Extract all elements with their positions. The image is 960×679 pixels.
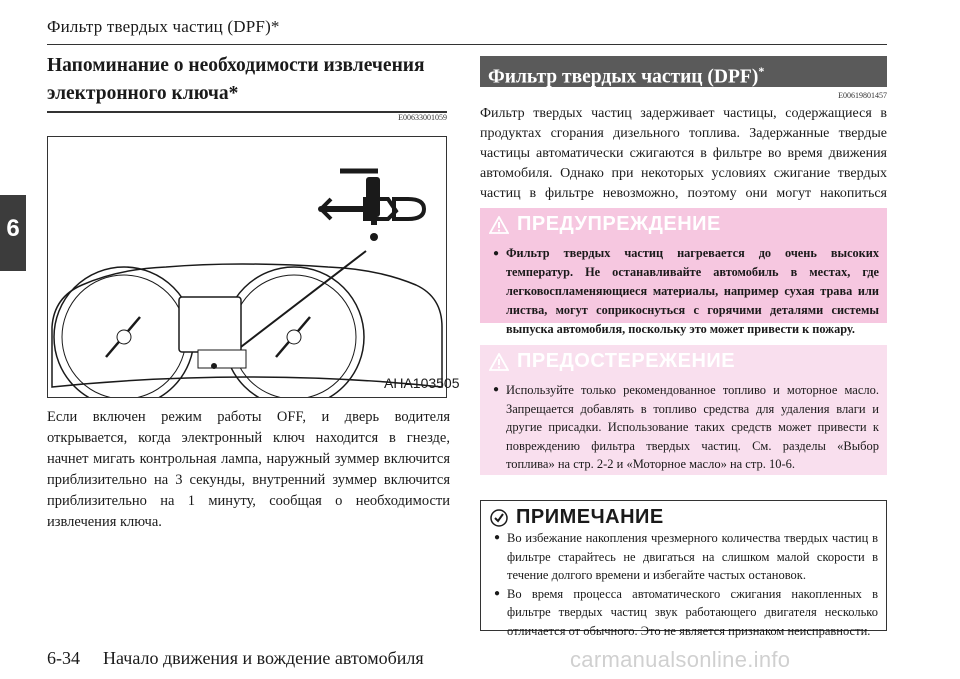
section-code: E00633001059 [398, 113, 447, 122]
note-content [494, 529, 878, 640]
section-code-dpf: E00619801457 [838, 91, 887, 100]
note-title [490, 506, 664, 529]
central-display [179, 297, 241, 352]
heading-asterisk: * [758, 64, 765, 78]
bullet-dot: ● [494, 532, 501, 543]
bullet-dot: ● [493, 384, 500, 395]
caution-title-text: ПРЕДОСТЕРЕЖЕНИЕ [517, 350, 736, 372]
bullet-dot: ● [494, 587, 501, 599]
warning-box [480, 208, 887, 336]
list-item [493, 381, 879, 474]
header-rule [47, 44, 887, 45]
bullet-dot: ● [493, 248, 500, 259]
warning-item-text: Фильтр твердых частиц нагревается до очень высоких температур. Не останавливайте автомобиль в местах, где легковоспламеняющиеся материалы, например сухая трава или листва, могут соприкоснуться с горячими деталями системы выпуска автомобиля, поскольку это может привести к пожару. [506, 246, 879, 336]
dpf-intro-text: Фильтр твердых частиц задерживает частицы, содержащиеся в продуктах сгорания дизельного топлива. Задержанные твердые частицы автоматически сжигаются в фильтре во время движения автомобиля. Однако при некоторых условиях сжигание твердых частиц в фильтре невозможно, поэтому они могут накопиться [480, 106, 887, 201]
warning-triangle-icon [489, 216, 509, 234]
caution-title [489, 350, 735, 373]
caution-item-text: Используйте только рекомендованное топливо и моторное масло. Запрещается добавлять в топливо средства для удаления влаги и другие присадки. Использование таких средств может привести к повреждению фильтра твердых частиц. См. разделы «Выбор топлива» на стр. 2-2 и «Моторное масло» на стр. 10-6. [506, 383, 879, 471]
chapter-tab[interactable] [0, 195, 26, 271]
checkmark-icon [490, 509, 508, 527]
note-box [480, 500, 887, 638]
instrument-cluster-illustration [47, 136, 460, 398]
note-item-text: Во избежание накопления чрезмерного количества твердых частиц в фильтре старайтесь не двигаться на слишком малой скорости в течение долгого времени и избегайте частых остановок. [507, 531, 878, 582]
caution-triangle-icon [489, 353, 509, 371]
note-title-text: ПРИМЕЧАНИЕ [516, 506, 664, 528]
section-heading-dpf [480, 56, 887, 87]
caution-box [480, 345, 887, 475]
list-item [494, 585, 878, 641]
section-heading-key-reminder: Напоминание о необходимости извлечения электронного ключа* [47, 55, 425, 104]
caution-content [493, 381, 879, 474]
warning-title [489, 213, 721, 236]
note-item-text: Во время процесса автоматического сжигания накопленных в фильтре твердых частиц звук работающего двигателя несколько отличается от обычного. Это не является признаком неисправности. [507, 586, 878, 638]
list-item [494, 529, 878, 585]
warning-title-text: ПРЕДУПРЕЖДЕНИЕ [517, 213, 721, 235]
watermark: carmanualsonline.info [570, 647, 791, 672]
running-header-title: Фильтр твердых частиц (DPF)* [47, 17, 280, 36]
footer-section-title: Начало движения и вождение автомобиля [103, 648, 424, 668]
page-number: 6-34 [47, 648, 80, 668]
list-item [493, 244, 879, 339]
cluster-outline [52, 264, 442, 387]
right-gauge-hub [287, 330, 301, 344]
section-heading-dpf-text: Фильтр твердых частиц (DPF) [488, 66, 759, 88]
cluster-drawing [48, 137, 446, 397]
indicator-panel [198, 350, 246, 368]
figure-id: AHA103505 [384, 375, 460, 391]
warning-content [493, 244, 879, 339]
indicator-lamp [211, 363, 217, 369]
key-reminder-text: Если включен режим работы OFF, и дверь водителя открывается, когда электронный ключ находится в гнезде, начнет мигать контрольная лампа, наружный зуммер включится приблизительно на 3 секунды, внутренний зуммер включится приблизительно на 1 минуту, сообщая о необходимости извлечения ключа. [47, 409, 450, 530]
chapter-tab-number: 6 [6, 215, 20, 242]
exclamation-dot [370, 233, 378, 241]
left-gauge-hub [117, 330, 131, 344]
